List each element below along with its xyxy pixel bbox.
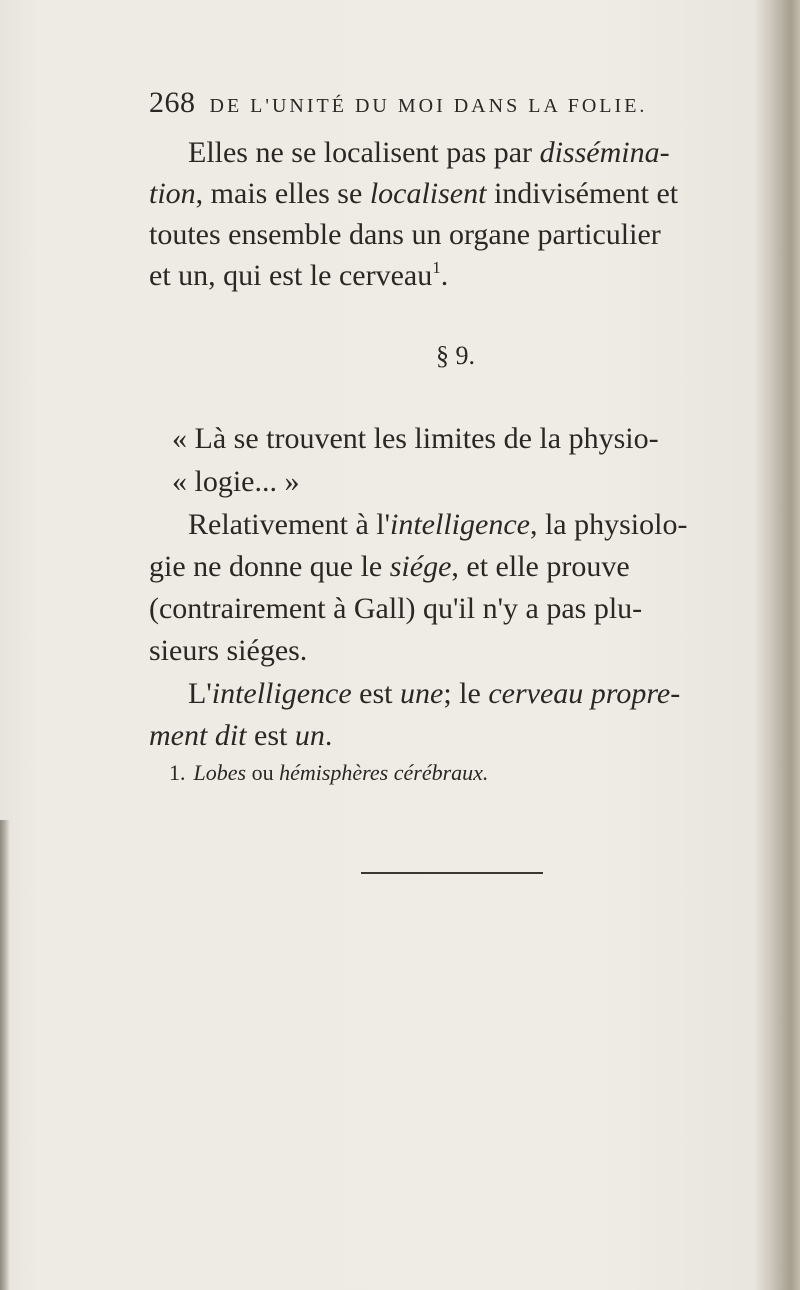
paragraph-line: toutes ensemble dans un organe particulier xyxy=(149,218,661,251)
paragraph-line: sieurs siéges. xyxy=(149,634,308,667)
footnote-number: 1. xyxy=(169,760,186,785)
section-heading: § 9. xyxy=(436,341,475,370)
paragraph-line: ment dit est un. xyxy=(149,719,333,752)
paragraph-line: et un, qui est le cerveau$^1$. xyxy=(149,258,449,292)
page-edge-right xyxy=(754,0,800,1290)
footnote: 1. Lobes ou hémisphères cérébraux. xyxy=(169,760,489,785)
paragraph-line: tion, mais elles se localisent indivisément et xyxy=(149,177,679,210)
paragraph-line: L'intelligence est une; le cerveau propre- xyxy=(188,677,681,710)
footnote-ref: 1 xyxy=(432,258,441,277)
page-edge-left xyxy=(0,820,10,1290)
quote-line: « Là se trouvent les limites de la physio- xyxy=(172,422,659,455)
paragraph-line: Elles ne se localisent pas par dissémina- xyxy=(188,136,670,169)
page-number: 268 xyxy=(149,86,196,119)
end-rule xyxy=(361,872,543,874)
paragraph-line: (contrairement à Gall) qu'il n'y a pas plu- xyxy=(149,592,643,625)
paragraph-line: Relativement à l'intelligence, la physiolo- xyxy=(188,508,688,541)
running-title: DE L'UNITÉ DU MOI DANS LA FOLIE. xyxy=(209,95,648,117)
quote-line: « logie... » xyxy=(172,465,300,498)
running-header xyxy=(149,86,709,120)
paragraph-line: gie ne donne que le siége, et elle prouve xyxy=(149,550,630,583)
